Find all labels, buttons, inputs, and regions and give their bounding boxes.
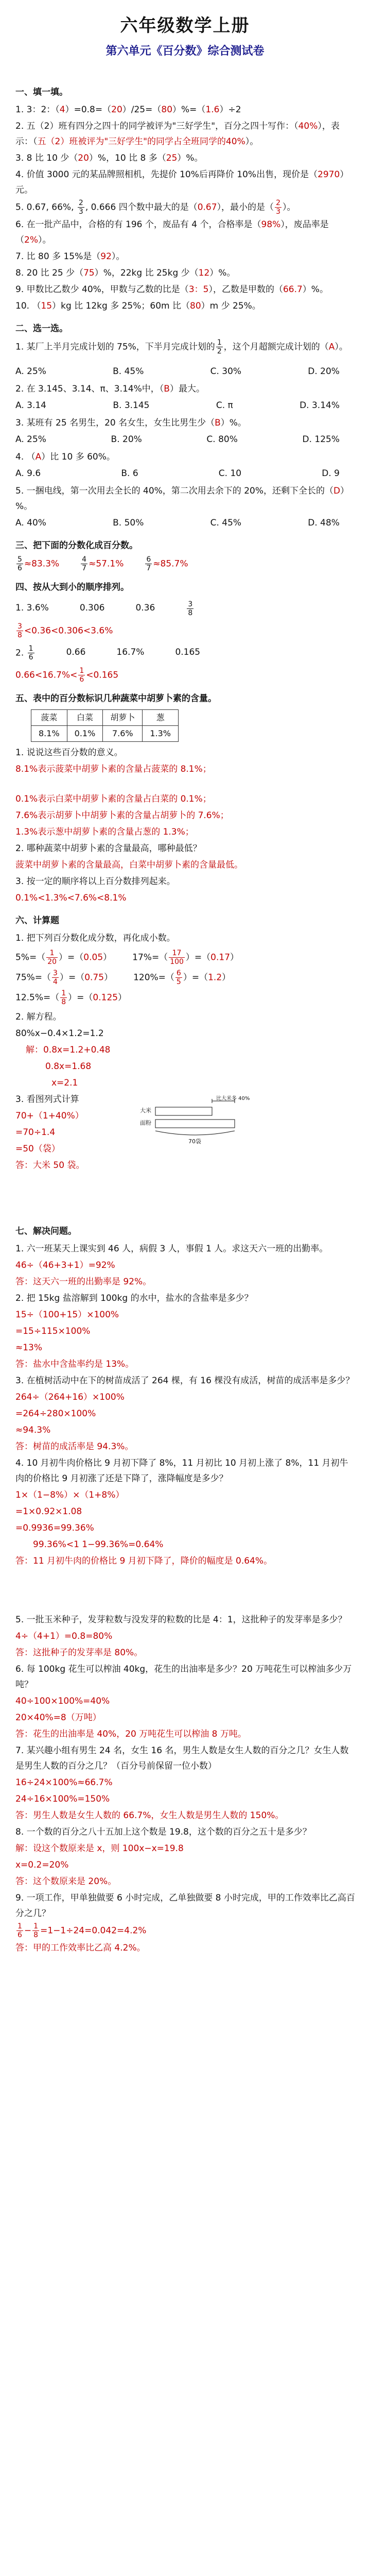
s5-a1-4: 1.3%表示葱中胡萝卜素的含量占葱的 1.3%；	[15, 827, 194, 837]
s6-q3-answer: 70+（1+40%） =70÷1.4 =50（袋） 答：大米 50 袋。	[15, 1111, 85, 1171]
s6-q2: 2. 解方程。	[15, 1012, 62, 1022]
s7-q2: 2. 把 15kg 盐溶解到 100kg 的水中，盐水的含盐率是多少？	[15, 1293, 253, 1303]
option: B. 50%	[113, 518, 144, 528]
s1-q10: 10. （15）kg 比 12kg 多 25%；60m 比（80）m 少 25%。	[15, 301, 261, 311]
bar-diagram	[139, 1095, 268, 1146]
option: D. 125%	[302, 434, 340, 445]
s6-q3: 3. 看图列式计算	[15, 1094, 79, 1105]
s1-q5: 5. 0.67, 66%, $\frac{2}{3}$ , 0.666 四个数中最大的是（0.67），最小的是（ $\frac{2}{3}$ ）。	[15, 199, 296, 216]
option: A. 9.6	[15, 468, 41, 479]
s7-q9: 9. 一项工作，甲单独做要 6 小时完成，乙单独做要 8 小时完成，甲的工作效率比乙高百分之几？	[15, 1893, 355, 1919]
table-row: 菠菜 白菜 胡萝卜 葱	[31, 710, 179, 726]
option: A. 25%	[15, 434, 46, 445]
s2-q3-options	[15, 432, 355, 447]
table-row: 8.1% 0.1% 7.6% 1.3%	[31, 726, 179, 742]
s1-q3: 3. 8 比 10 少（20）%，10 比 8 多（25）%。	[15, 153, 203, 163]
worksheet-content: 一、填一填。 1. 3：2：（4）=0.8=（20）/25=（80）%=（1.6）÷2 2. 五（2）班有四分之四十的同学被评为"三好学生"，百分之四十写作：（40%），表示：（五（2）班被评为"三好学生"的同学占全班同学的40%）。 3. 8 比 10 少（20）%，10 比 8 多（25）%。 4. 价值 3000 元的某品牌照相机，先提价 10%后再降价 10%出售，现价是（2970）元。 5. 0.67, 66%, $\frac{2}{3}$ , 0.666 四个数中最大的是（0.67），最小的是（ $\frac{2}{3}$ ）。 6. 在一批产品中，合格的有 196 个，废品有 4 个，合格率是（98%），废品率是（2%）。 7. 比 80 多 15%是（92）。 8. 20 比 25 少（75）%，22kg 比 25kg 少（12）%。 9. 甲数比乙数少 40%，甲数与乙数的比是（3：5），乙数是甲数的（66.7）%。 10. （15）kg 比 12kg 多 25%；60m 比（80）m 少 25%。 二、选一选。 1. 某厂上半月完成计划的 75%，下半月完成计划的 $\frac{1}{2}$ ，这个月超额完成计划的（A）。 A. 25% B. 45% C. 30% D. 20% 2. 在 3.145、3.14、π、3.14%中，（B）最大。 A. 3.14 B. 3.145 C. π D. 3.14% 3. 某班有 25 名男生，20 名女生，女生比男生少（B）%。 A. 25% B. 20% C. 80% D. 125% 4. （A）比 10 多 60%。 A. 9.6 B. 6 C. 10 D. 9 5. 一捆电线，第一次用去全长的 40%，第二次用去余下的 20%，还剩下全长的（D）%。 A. 40% B. 50% C. 45% D. 48% 三、把下面的分数化成百分数。 $\frac{5}{6}$ ≈83.3% $\frac{4}{7}$ ≈57.1% $\frac{6}{7}$ ≈85.7% 四、按从大到小的顺序排列。 1. 3.6% 0.306 0.36 $\frac{3}{8}$ $\frac{3}{8}$ <0.36<0.306<3.6% 2. $\frac{1}{6}$ 0.66 16.7% 0.165 0.66<16.7%< $\frac{1}{6}$ <0.165 五、表中的百分数标识几种蔬菜中胡萝卜素的含量。 菠菜 白菜 胡萝卜 葱 8.1% 0.1% 7.6% 1.3% 1. 说说这些百分数的意义。 8.1%表示菠菜中胡萝卜素的含量占菠菜的 8.1%； 0.1%表示白菜中胡萝卜素的含量占白菜的 0.1%； 7.6%表示胡萝卜中胡萝卜素的含量占胡萝卜的 7.6%； 1.3%表示葱中胡萝卜素的含量占葱的 1.3%； 2. 哪种蔬菜中胡萝卜素的含量最高，哪种最低？ 菠菜中胡萝卜素的含量最高，白菜中胡萝卜素的含量最低。 3. 按一定的顺序将以上百分数排列起来。 0.1%<1.3%<7.6%<8.1% 六、计算题 1. 把下列百分数化成分数，再化成小数。 5%=（ $\frac{1}{20}$ ）=（0.05） 17%=（ $\frac{17}{100}$ ）=（0.17） 75%=（ $\frac{3}{4}$ ）=（0.75） 120%=（ $\frac{6}{5}$ ）=（1.2） 12.5%=（ $\frac{1}{8}$ ）=（0.125） 2. 解方程。 80%x−0.4×1.2=1.2 解：0.8x=1.2+0.48 0.8x=1.68 x=2.1 3. 看图列式计算 70+（1+40%） =70÷1.4 =50（袋） 答：大米 50 袋。 大米 面粉 比大米多 40% 70袋 七、解决问题。 1. 六一班某天上课实到 46 人，病假 3 人，事假 1 人。求这天六一班的出勤率。 46÷（46+3+1）=92% 答：这天六一班的出勤率是 92%。 2. 把 15kg 盐溶解到 100kg 的水中，盐水的含盐率是多少？ 15÷（100+15）×100% =15÷115×100% ≈13% 答：盐水中含盐率约是 13%。 3. 在植树活动中在下的树苗成活了 264 棵，有 16 棵没有成活，树苗的成活率是多少？ 264÷（264+16）×100% =264÷280×100% ≈94.3% 答：树苗的成活率是 94.3%。 4. 10 月初牛肉价格比 9 月初下降了 8%，11 月初比 10 月初上涨了 8%，11 月初牛肉的价格比 9 月初涨了还是下降了，涨降幅度是多少？ 1×（1−8%）×（1+8%） =1×0.92×1.08 =0.9936=99.36% 99.36%<1 1−99.36%=0.64% 答：11 月初牛肉的价格比 9 月初下降了，降价的幅度是 0.64%。 5. 一批玉米种子，发芽粒数与没发芽的粒数的比是 4：1，这批种子的发芽率是多少？ 4÷（4+1）=0.8=80% 答：这批种子的发芽率是 80%。 6. 每 100kg 花生可以榨油 40kg，花生的出油率是多少？20 万吨花生可以榨油多少万吨？ 40÷100×100%=40% 20×40%=8（万吨） 答：花生的出油率是 40%，20 万吨花生可以榨油 8 万吨。 7. 某兴趣小组有男生 24 名，女生 16 名，男生人数是女生人数的百分之几？女生人数是男生人数的百分之几？（百分号前保留一位小数） 16÷24×100%≈66.7% 24÷16×100%=150% 答：男生人数是女生人数的 66.7%，女生人数是男生人数的 150%。 8. 一个数的百分之八十五加上这个数是 19.8，这个数的百分之五十是多少？ 解：设这个数原来是 x，则 100x−x=19.8 x=0.2=20% 答：这个数原来是 20%。 9. 一项工作，甲单独做要 6 小时完成，乙单独做要 8 小时完成，甲的工作效率比乙高百分之几？ $\frac{1}{6}$ − $\frac{1}{8}$ =1−1÷24=0.042=4.2% 答：甲的工作效率比乙高 4.2%。	[15, 77, 355, 1957]
section-4-heading: 四、按从大到小的顺序排列。	[15, 582, 129, 592]
option: B. 20%	[111, 434, 142, 445]
s5-a1-2: 0.1%表示白菜中胡萝卜素的含量占白菜的 0.1%；	[15, 794, 212, 804]
s4-row1: 1. 3.6% 0.306 0.36 $\frac{3}{8}$	[15, 600, 193, 617]
s5-a1-1: 8.1%表示菠菜中胡萝卜素的含量占菠菜的 8.1%；	[15, 764, 212, 774]
s5-a2: 菠菜中胡萝卜素的含量最高，白菜中胡萝卜素的含量最低。	[15, 860, 243, 870]
option: D. 48%	[308, 518, 340, 528]
s5-q1: 1. 说说这些百分数的意义。	[15, 748, 123, 758]
diagram-label-more: 比大米多 40%	[216, 1096, 250, 1101]
option: D. 20%	[308, 366, 340, 377]
s2-q1: 1. 某厂上半月完成计划的 75%，下半月完成计划的 $\frac{1}{2}$ ，这个月超额完成计划的（A）。	[15, 338, 348, 355]
s6-eq-step2: 0.8x=1.68	[45, 1061, 92, 1072]
option: C. 10	[218, 468, 242, 479]
option: B. 6	[121, 468, 138, 479]
section-6-heading: 六、计算题	[15, 916, 59, 926]
s1-q9: 9. 甲数比乙数少 40%，甲数与乙数的比是（3：5），乙数是甲数的（66.7）%。	[15, 284, 328, 295]
diagram-label-rice: 大米	[140, 1107, 151, 1114]
s2-q2-options	[15, 398, 355, 413]
option: A. 25%	[15, 366, 46, 377]
s5-q2: 2. 哪种蔬菜中胡萝卜素的含量最高，哪种最低？	[15, 843, 202, 854]
s1-q1: 1. 3：2：（4）=0.8=（20）/25=（80）%=（1.6）÷2	[15, 105, 241, 115]
s1-q4: 4. 价值 3000 元的某品牌照相机，先提价 10%后再降价 10%出售，现价是（2970）元。	[15, 170, 349, 195]
s5-a3: 0.1%<1.3%<7.6%<8.1%	[15, 893, 127, 903]
section-2-heading: 二、选一选。	[15, 324, 68, 334]
option: C. 45%	[210, 518, 242, 528]
s6-conv-row1: 5%=（ $\frac{1}{20}$ ）=（0.05） 17%=（ $\frac{17}{100}$ ）=（0.17）	[15, 949, 239, 966]
s1-q6: 6. 在一批产品中，合格的有 196 个，废品有 4 个，合格率是（98%），废品率是（2%）。	[15, 219, 329, 245]
vegetable-table	[31, 709, 179, 742]
s1-q2: 2. 五（2）班有四分之四十的同学被评为"三好学生"，百分之四十写作：（40%），表示：（五（2）班被评为"三好学生"的同学占全班同学的40%）。	[15, 121, 340, 147]
s4-answer2: 0.66<16.7%< $\frac{1}{6}$ <0.165	[15, 667, 119, 684]
s7-q1: 1. 六一班某天上课实到 46 人，病假 3 人，事假 1 人。求这天六一班的出勤率。	[15, 1244, 328, 1254]
option: A. 40%	[15, 518, 46, 528]
s2-q4-options	[15, 466, 355, 481]
diagram-label-70: 70袋	[188, 1138, 201, 1145]
s6-q1: 1. 把下列百分数化成分数，再化成小数。	[15, 933, 175, 943]
option: D. 3.14%	[299, 400, 340, 411]
s2-q4: 4. （A）比 10 多 60%。	[15, 452, 115, 462]
s7-q4: 4. 10 月初牛肉价格比 9 月初下降了 8%，11 月初比 10 月初上涨了 8%，11 月初牛肉的价格比 9 月初涨了还是下降了，涨降幅度是多少？	[15, 1458, 348, 1484]
s2-q5-options	[15, 515, 355, 531]
s5-q3: 3. 按一定的顺序将以上百分数排列起来。	[15, 876, 175, 887]
s6-conv-row3: 12.5%=（ $\frac{1}{8}$ ）=（0.125）	[15, 989, 127, 1006]
section-3-heading: 三、把下面的分数化成百分数。	[15, 540, 138, 551]
option: B. 3.145	[113, 400, 150, 411]
s2-q1-options	[15, 364, 355, 379]
s4-answer1: $\frac{3}{8}$ <0.36<0.306<3.6%	[17, 622, 113, 639]
s7-a9-formula: $\frac{1}{6}$ − $\frac{1}{8}$ =1−1÷24=0.042=4.2%	[17, 1922, 147, 1939]
s3-answers: $\frac{5}{6}$ ≈83.3% $\frac{4}{7}$ ≈57.1% $\frac{6}{7}$ ≈85.7%	[17, 555, 188, 572]
rice-bar	[155, 1107, 212, 1115]
s4-row2: 2. $\frac{1}{6}$ 0.66 16.7% 0.165	[15, 645, 201, 662]
s2-q3: 3. 某班有 25 名男生，20 名女生，女生比男生少（B）%。	[15, 418, 246, 428]
section-5-heading: 五、表中的百分数标识几种蔬菜中胡萝卜素的含量。	[15, 693, 217, 704]
s7-q8: 8. 一个数的百分之八十五加上这个数是 19.8，这个数的百分之五十是多少？	[15, 1827, 311, 1837]
diagram-label-flour: 面粉	[140, 1120, 151, 1126]
option: B. 45%	[113, 366, 144, 377]
s6-eq-step3: x=2.1	[51, 1078, 78, 1088]
s1-q8: 8. 20 比 25 少（75）%，22kg 比 25kg 少（12）%。	[15, 268, 236, 278]
s2-q2: 2. 在 3.145、3.14、π、3.14%中，（B）最大。	[15, 384, 205, 394]
option: C. 80%	[206, 434, 238, 445]
s1-q7: 7. 比 80 多 15%是（92）。	[15, 251, 125, 262]
section-1-heading: 一、填一填。	[15, 87, 68, 97]
option: C. π	[216, 400, 233, 411]
section-7-heading: 七、解决问题。	[15, 1226, 77, 1236]
option: A. 3.14	[15, 400, 46, 411]
s6-eq-step1: 解：0.8x=1.2+0.48	[26, 1045, 111, 1055]
page-subtitle: 第六单元《百分数》综合测试卷	[105, 44, 265, 58]
s6-equation: 80%x−0.4×1.2=1.2	[15, 1028, 104, 1039]
page-title: 六年级数学上册	[120, 15, 250, 36]
option: D. 9	[322, 468, 340, 479]
s7-q7: 7. 某兴趣小组有男生 24 名，女生 16 名，男生人数是女生人数的百分之几？女生人数是男生人数的百分之几？（百分号前保留一位小数）	[15, 1745, 349, 1771]
s7-q6: 6. 每 100kg 花生可以榨油 40kg，花生的出油率是多少？20 万吨花生可以榨油多少万吨？	[15, 1664, 352, 1690]
option: C. 30%	[210, 366, 242, 377]
s6-conv-row2: 75%=（ $\frac{3}{4}$ ）=（0.75） 120%=（ $\frac{6}{5}$ ）=（1.2）	[15, 969, 231, 986]
s5-a1-3: 7.6%表示胡萝卜中胡萝卜素的含量占胡萝卜的 7.6%；	[15, 810, 229, 821]
s7-q5: 5. 一批玉米种子，发芽粒数与没发芽的粒数的比是 4：1，这批种子的发芽率是多少？	[15, 1615, 347, 1625]
s2-q5: 5. 一捆电线，第一次用去全长的 40%，第二次用去余下的 20%，还剩下全长的（D）%。	[15, 486, 349, 512]
flour-bar	[155, 1120, 235, 1128]
s7-q3: 3. 在植树活动中在下的树苗成活了 264 棵，有 16 棵没有成活，树苗的成活率是多少？	[15, 1376, 355, 1386]
